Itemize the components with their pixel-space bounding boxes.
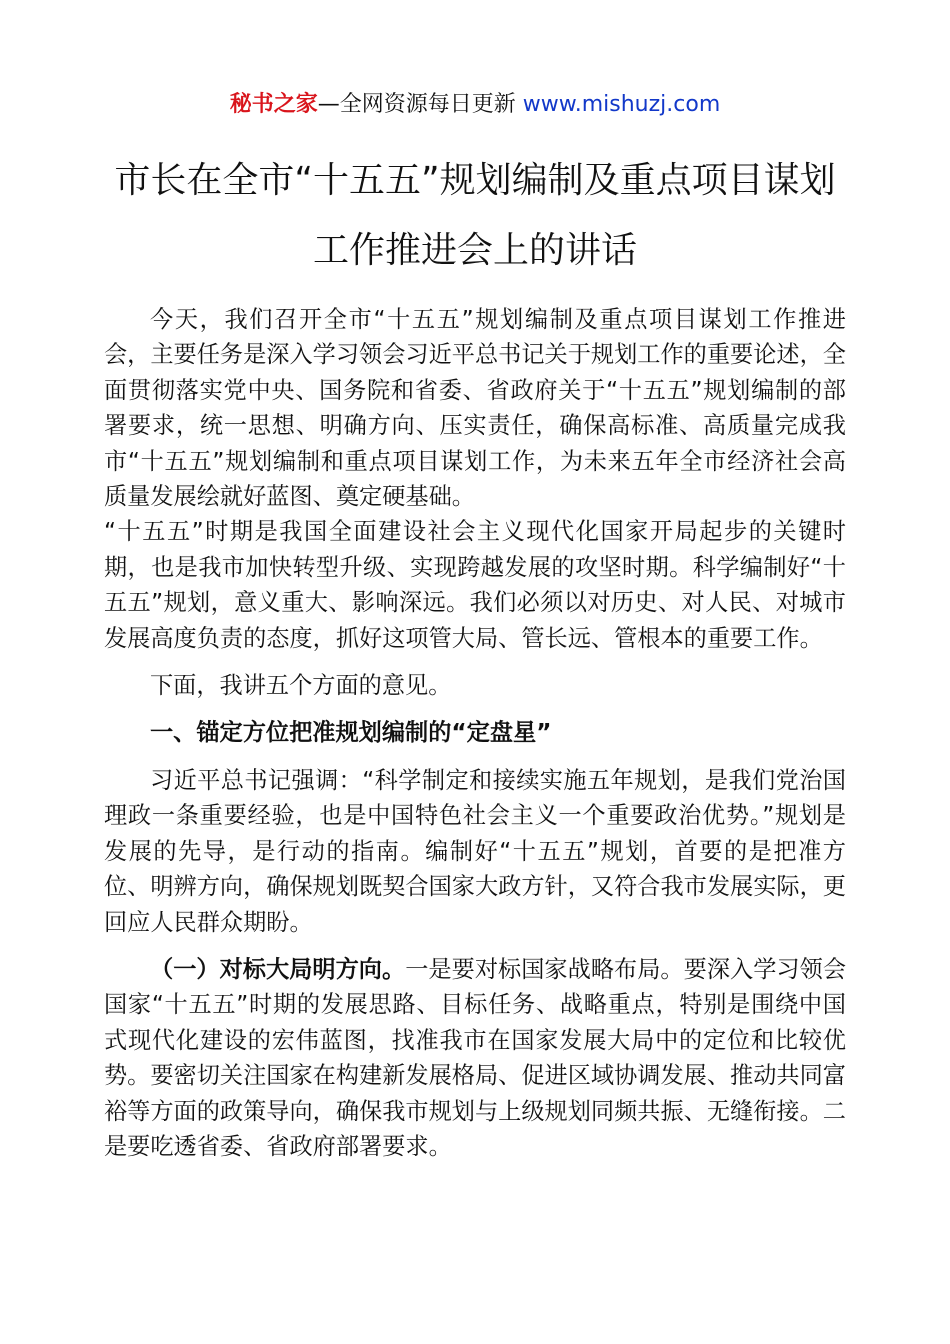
- paragraph-outline: 下面，我讲五个方面的意见。: [150, 672, 452, 700]
- paragraph-context: “十五五”时期是我国全面建设社会主义现代化国家开局起步的关键时期，也是我市加快转型升级、实现跨越发展的攻坚时期。科学编制好“十五五”规划，意义重大、影响深远。我们必须以对历史、对人民、对城市发展高度负责的态度，抓好这项管大局、管长远、管根本的重要工作。: [104, 518, 846, 652]
- section-heading-1: 一、锚定方位把准规划编制的“定盘星”: [150, 719, 552, 747]
- paragraph-intro: 今天，我们召开全市“十五五”规划编制及重点项目谋划工作推进会，主要任务是深入学习领会习近平总书记关于规划工作的重要论述，全面贯彻落实党中央、国务院和省委、省政府关于“十五五”规划编制的部署要求，统一思想、明确方向、压实责任，确保高标准、高质量完成我市“十五五”规划编制和重点项目谋划工作，为未来五年全市经济社会高质量发展绘就好蓝图、奠定硬基础。: [104, 306, 846, 511]
- title-line-1: 市长在全市“十五五”规划编制及重点项目谋划: [114, 160, 836, 201]
- subsection-lead: （一）对标大局明方向。: [150, 955, 406, 983]
- document-title: [0, 146, 950, 286]
- title-line-2: 工作推进会上的讲话: [312, 230, 637, 271]
- site-header-banner: [0, 88, 950, 122]
- paragraph-subsection-1: [104, 952, 846, 1164]
- site-url-link[interactable]: www.mishuzj.com: [522, 92, 721, 117]
- site-brand-name: 秘书之家: [229, 92, 318, 117]
- paragraph-quote: 习近平总书记强调：“科学制定和接续实施五年规划，是我们党治国理政一条重要经验，也是中国特色社会主义一个重要政治优势。”规划是发展的先导，是行动的指南。编制好“十五五”规划，首要的是把准方位、明辨方向，确保规划既契合国家大政方针，又符合我市发展实际，更回应人民群众期盼。: [104, 766, 846, 936]
- document-body: [104, 302, 846, 1164]
- subsection-text: 一是要对标国家战略布局。要深入学习领会国家“十五五”时期的发展思路、目标任务、战略重点，特别是围绕中国式现代化建设的宏伟蓝图，找准我市在国家发展大局中的定位和比较优势。要密切关注国家在构建新发展格局、促进区域协调发展、推动共同富裕等方面的政策导向，确保我市规划与上级规划同频共振、无缝衔接。二是要吃透省委、省政府部署要求。: [104, 955, 847, 1160]
- site-tagline: —全网资源每日更新: [317, 92, 523, 117]
